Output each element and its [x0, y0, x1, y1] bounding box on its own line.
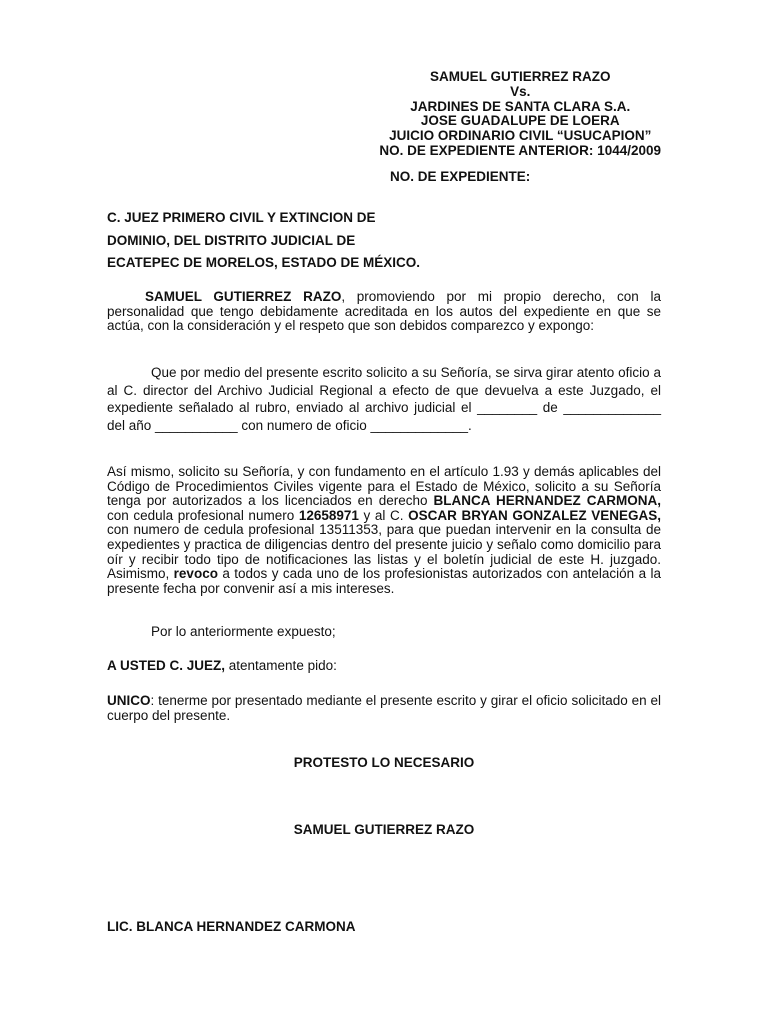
- authorization-text-1: Así mismo, solicito su Señoría, y con fundamento en el artículo 1.93 y demás aplicables del Código de Procedimientos Civiles vigente para el Estado de México, solicito a su Señoría tenga por autorizados a los licenciados en derecho: [107, 464, 661, 509]
- case-header: [379, 70, 661, 159]
- paragraph-introduction: [107, 290, 661, 334]
- paragraph-authorization: [107, 465, 661, 596]
- authorized-person-name: OSCAR BRYAN GONZALEZ VENEGAS,: [408, 507, 661, 523]
- header-line-trial-type: JUICIO ORDINARIO CIVIL “USUCAPION”: [389, 128, 652, 144]
- file-number-label: NO. DE EXPEDIENTE:: [390, 169, 531, 184]
- authorization-text-5: a todos y cada uno de los profesionistas autorizados con antelación a la presente fecha por convenir así a mis intereses.: [107, 566, 662, 596]
- paragraph-petition: [107, 659, 661, 674]
- authorized-lawyer-name: BLANCA HERNANDEZ CARMONA,: [433, 493, 661, 509]
- paragraph-expuesto: [107, 625, 661, 640]
- petition-text: atentamente pido:: [225, 658, 337, 673]
- lawyer-signature-name: LIC. BLANCA HERNANDEZ CARMONA: [107, 919, 356, 934]
- authorization-text-2: con cedula profesional numero: [107, 507, 299, 523]
- paragraph-unico: [107, 694, 661, 723]
- petition-addressee: A USTED C. JUEZ,: [107, 658, 226, 673]
- authorization-text-4: con numero de cedula profesional 13511353, para que puedan intervenir en la consulta de expedientes y practica de diligencias dentro del presente juicio y señalo como domicilio para oír y recibir todo tipo de notificaciones las listas y el boletín judicial de este H. juzgado. Asimismo,: [107, 522, 661, 582]
- header-line-vs: Vs.: [510, 83, 531, 99]
- addressee-line-2: DOMINIO, DEL DISTRITO JUDICIAL DE: [107, 232, 356, 248]
- authorization-text-3: y al C.: [358, 507, 409, 523]
- header-line-previous-file: NO. DE EXPEDIENTE ANTERIOR: 1044/2009: [379, 142, 661, 158]
- header-line-defendant-2: JOSE GUADALUPE DE LOERA: [420, 113, 620, 129]
- paragraph-request-oficio-text: Que por medio del presente escrito solicito a su Señoría, se sirva girar atento oficio a al C. director del Archivo Judicial Regional a efecto de que devuelva a este Juzgado, el expediente señalado al rubro, enviado al archivo judicial el ________ de _____________ del año ___________ con numero de oficio _____________.: [107, 365, 661, 433]
- signer-name: SAMUEL GUTIERREZ RAZO: [293, 822, 475, 837]
- header-line-plaintiff: SAMUEL GUTIERREZ RAZO: [429, 69, 611, 84]
- cedula-number: 12658971: [298, 507, 359, 523]
- paragraph-request-oficio: [107, 364, 661, 434]
- addressee-line-1: C. JUEZ PRIMERO CIVIL Y EXTINCION DE: [107, 210, 376, 225]
- paragraph-expuesto-text: Por lo anteriormente expuesto;: [151, 624, 336, 639]
- revoco-word: revoco: [173, 566, 218, 582]
- paragraph-introduction-text: , promoviendo por mi propio derecho, con la personalidad que tengo debidamente acreditada en los autos del expediente en que se actúa, con la consideración y el respeto que son debidos comparezco y expongo:: [107, 289, 661, 334]
- unico-text: : tenerme por presentado mediante el presente escrito y girar el oficio solicitado en el cuerpo del presente.: [107, 693, 661, 723]
- addressee-block: [107, 207, 420, 275]
- unico-label: UNICO: [107, 693, 151, 708]
- header-line-defendant-1: JARDINES DE SANTA CLARA S.A.: [410, 98, 631, 114]
- protesto-line: PROTESTO LO NECESARIO: [293, 755, 475, 770]
- addressee-line-3: ECATEPEC DE MORELOS, ESTADO DE MÉXICO.: [107, 255, 421, 270]
- promovente-name: SAMUEL GUTIERREZ RAZO: [145, 289, 342, 304]
